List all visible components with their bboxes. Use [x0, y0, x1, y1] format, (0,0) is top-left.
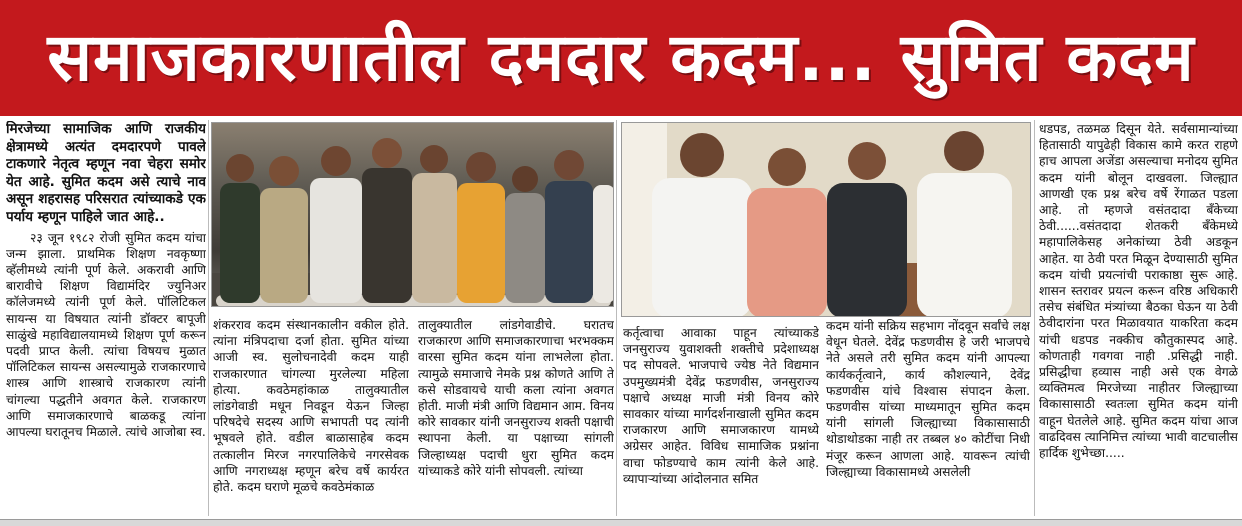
- column-divider: [616, 120, 617, 516]
- article-column-1: [6, 121, 206, 516]
- article-column-2: [213, 317, 409, 517]
- column-1-body: २३ जून १९८२ रोजी सुमित कदम यांचा जन्म झाला. प्राथमिक शिक्षण नवकृष्णा व्हॅलीमध्ये त्यांनी पूर्ण केले. अकरावी आणि बारावीचे शिक्षण विद्यामंदिर ज्युनिअर कॉलेजमध्ये त्यांनी पूर्ण केले. पॉलिटिकल सायन्स या विषयात त्यांनी डॉक्टर बापूजी साळुंखे महाविद्यालयामध्ये शिक्षण पूर्ण करून पदवी प्राप्त केली. त्यांचा विषयच मुळात पॉलिटिकल सायन्स असल्यामुळे राजकारणाचे शास्त्र आणि शास्त्राचे राजकारण त्यांनी चांगल्या पद्धतीने अवगत केले. राजकारण आणि समाजकारणाचे बाळकडू त्यांना आपल्या घरातूनच मिळाले. त्यांचे आजोबा स्व.: [6, 230, 206, 439]
- crowd-illustration: [212, 123, 614, 307]
- article-column-5: [826, 318, 1030, 508]
- column-divider: [208, 120, 209, 516]
- headline-banner: [0, 0, 1242, 116]
- article-column-4: [623, 325, 819, 515]
- office-photo: [621, 122, 1031, 317]
- column-5-text: कदम यांनी सक्रिय सहभाग नोंदवून सर्वांचे लक्ष वेधून घेतले. देवेंद्र फडणवीस हे जरी भाजपचे नेते असले तरी सुमित कदम यांनी आपल्या कार्यकर्तृत्वाने, कार्य कौशल्याने, देवेंद्र फडणवीस यांचे विश्वास संपादन केला. फडणवीस यांच्या माध्यमातून सुमित कदम यांनी सांगली जिल्ह्याच्या विकासासाठी थोडाथोडका नाही तर तब्बल ४० कोटींचा निधी मंजूर करून आणला आहे. यावरून त्यांची जिल्ह्याच्या विकासामध्ये असलेली: [826, 319, 1030, 479]
- article-column-6: [1039, 121, 1238, 516]
- office-illustration: [622, 123, 1031, 317]
- group-photo-event: [211, 122, 614, 307]
- column-2-text: शंकरराव कदम संस्थानकालीन वकील होते. त्यांना मंत्रिपदाचा दर्जा होता. सुमित यांच्या आजी स्व. सुलोचनादेवी कदम याही राजकारणात चांगल्या मुरलेल्या महिला होत्या. कवठेमहांकाळ तालुक्यातील लांडगेवाडी मधून निवडून येऊन जिल्हा परिषदेचे सदस्य आणि सभापती पद त्यांनी भूषवले होते. वडील बाळासाहेब कदम तत्कालीन मिरज नगरपालिकेचे नगरसेवक आणि नगराध्यक्ष म्हणून बरेच वर्षे कार्यरत होते. कदम घराणे मूळचे कवठेमंकाळ: [213, 318, 409, 495]
- column-4-text: कर्तृत्वाचा आवाका पाहून त्यांच्याकडे जनसुराज्य युवाशक्ती शक्तीचे प्रदेशाध्यक्ष पद सोपवले. भाजपाचे ज्येष्ठ नेते विद्यमान उपमुख्यमंत्री देवेंद्र फडणवीस, जनसुराज्य पक्षाचे अध्यक्ष माजी मंत्री विनय कोरे सावकार यांच्या मार्गदर्शनाखाली सुमित कदम राजकारण आणि समाजकारण यामध्ये अग्रेसर आहेत. विविध सामाजिक प्रश्नांना वाचा फोडण्याचे काम त्यांनी केले आहे. व्यापाऱ्यांच्या आंदोलनात समित: [623, 326, 819, 486]
- headline: समाजकारणातील दमदार कदम... सुमित कदम: [47, 19, 1195, 96]
- column-6-text: धडपड, तळमळ दिसून येते. सर्वसामान्यांच्या हितासाठी यापुढेही विकास कामे करत राहणे हाच आपला अजेंडा असल्याचा मनोदय सुमित कदम यांनी बोलून दाखवला. जिल्ह्यात आणखी एक प्रश्न बरेच वर्षे रेंगाळत पडला आहे. तो म्हणजे वसंतदादा बँकेच्या ठेवी......वसंतदादा शेतकरी बँकेमध्ये महापालिकेसह अनेकांच्या ठेवी अडकून आहेत. या ठेवी परत मिळून देण्यासाठी सुमित कदम यांची प्रयत्नांची पराकाष्ठा सुरू आहे. शासन स्तरावर प्रयत्न करून वरिष्ठ अधिकारी तसेच संबंधित मंत्र्यांच्या बैठका घेऊन या ठेवी ठेवीदारांना परत मिळावयात याकरिता कदम यांची धडपड नक्कीच कौतुकास्पद आहे. कोणताही गवगवा नाही .प्रसिद्धी नाही. प्रसिद्धीचा हव्यास नाही असे एक वेगळे व्यक्तिमत्व मिरजेच्या नाहीतर जिल्ह्याच्या विकासासाठी स्वतःला सुमित कदम यांनी वाहून घेतलेले आहे. सुमित कदम यांचा आज वाढदिवस त्यानिमित्त त्यांच्या भावी वाटचालीस हार्दिक शुभेच्छा.....: [1039, 122, 1238, 461]
- lead-paragraph: मिरजेच्या सामाजिक आणि राजकीय क्षेत्रामध्ये अत्यंत दमदारपणे पावले टाकणारे नेतृत्व म्हणून नवा चेहरा समोर येत आहे. सुमित कदम असे त्याचे नाव असून शहरासह परिसरात त्यांच्याकडे एक पर्याय म्हणून पाहिले जात आहे..: [6, 121, 206, 225]
- column-divider: [1034, 120, 1035, 516]
- article-column-3: [418, 317, 614, 517]
- column-3-text: तालुक्यातील लांडगेवाडीचे. घरातच राजकारण आणि समाजकारणाचा भरभक्कम वारसा सुमित कदम यांना लाभलेला होता. त्यामुळे समाजाचे नेमके प्रश्न कोणते आणि ते कसे सोडवायचे याची कला त्यांना अवगत होती. माजी मंत्री आणि विद्यमान आम. विनय कोरे सावकार यांनी जनसुराज्य शक्ती पक्षाची स्थापना केली. या पक्षाच्या सांगली जिल्हाध्यक्ष पदाची धुरा सुमित कदम यांच्याकडे कोरे यांनी सोपवली. त्यांच्या: [418, 318, 614, 478]
